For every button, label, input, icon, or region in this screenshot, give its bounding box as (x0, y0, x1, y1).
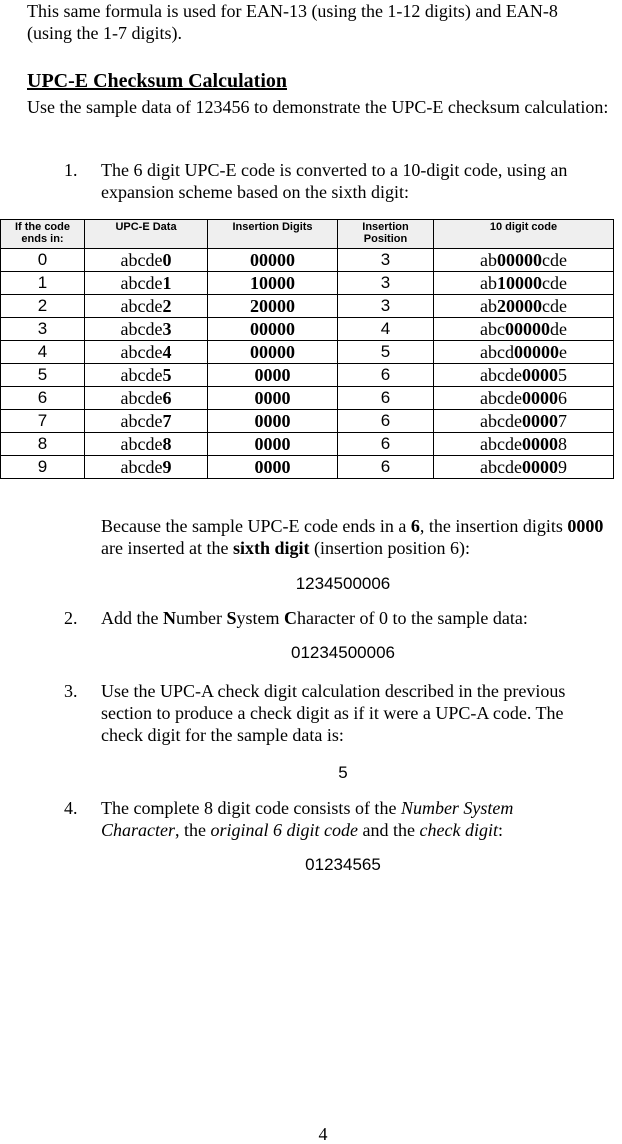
result-expanded-code: 1234500006 (295, 574, 391, 593)
cell-insertion-position: 6 (338, 387, 434, 410)
section-heading: UPC-E Checksum Calculation (27, 70, 288, 92)
cell-insertion-position: 6 (338, 433, 434, 456)
cell-insertion-position: 5 (338, 341, 434, 364)
cell-10-digit-code: ab00000cde (434, 249, 614, 272)
cell-insertion-digits: 10000 (208, 272, 338, 295)
cell-insertion-digits: 0000 (208, 456, 338, 479)
cell-insertion-position: 6 (338, 456, 434, 479)
cell-ends-in: 0 (1, 249, 85, 272)
header-10-digit-code: 10 digit code (434, 220, 614, 249)
table-header-row (1, 220, 614, 249)
expansion-table (0, 219, 614, 479)
cell-insertion-digits: 0000 (208, 364, 338, 387)
step-4-text: The complete 8 digit code consists of the Number System Character, the original 6 digit code and the check digit: (101, 798, 514, 840)
cell-insertion-position: 6 (338, 364, 434, 387)
header-ends-in: If the code ends in: (1, 220, 85, 249)
cell-10-digit-code: abc00000de (434, 318, 614, 341)
cell-insertion-digits: 20000 (208, 295, 338, 318)
table-row (1, 318, 614, 341)
cell-insertion-position: 3 (338, 295, 434, 318)
cell-insertion-position: 3 (338, 249, 434, 272)
header-insertion-position: Insertion Position (338, 220, 434, 249)
step-4-number: 4. (64, 798, 78, 818)
cell-upce-data: abcde6 (85, 387, 208, 410)
cell-10-digit-code: ab20000cde (434, 295, 614, 318)
table-row (1, 387, 614, 410)
page-number: 4 (318, 1124, 328, 1144)
cell-insertion-position: 3 (338, 272, 434, 295)
table-row (1, 364, 614, 387)
cell-ends-in: 1 (1, 272, 85, 295)
cell-upce-data: abcde1 (85, 272, 208, 295)
lead-paragraph: Use the sample data of 123456 to demonstrate the UPC-E checksum calculation: (27, 97, 609, 117)
table-row (1, 295, 614, 318)
cell-upce-data: abcde8 (85, 433, 208, 456)
cell-ends-in: 9 (1, 456, 85, 479)
cell-ends-in: 7 (1, 410, 85, 433)
table-row (1, 272, 614, 295)
cell-insertion-digits: 0000 (208, 410, 338, 433)
cell-upce-data: abcde0 (85, 249, 208, 272)
cell-upce-data: abcde2 (85, 295, 208, 318)
cell-ends-in: 2 (1, 295, 85, 318)
cell-ends-in: 4 (1, 341, 85, 364)
cell-insertion-digits: 0000 (208, 433, 338, 456)
table-row (1, 249, 614, 272)
cell-ends-in: 6 (1, 387, 85, 410)
header-insertion-digits: Insertion Digits (208, 220, 338, 249)
cell-insertion-position: 4 (338, 318, 434, 341)
table-row (1, 456, 614, 479)
result-with-nsc: 01234500006 (290, 643, 395, 662)
result-final-code: 01234565 (305, 855, 381, 874)
cell-10-digit-code: abcd00000e (434, 341, 614, 364)
step-3-text: Use the UPC-A check digit calculation described in the previous section to produce a check digit as if it were a UPC-A code. The check digit for the sample data is: (101, 681, 566, 745)
table-row (1, 410, 614, 433)
cell-upce-data: abcde3 (85, 318, 208, 341)
cell-10-digit-code: abcde00006 (434, 387, 614, 410)
intro-paragraph: This same formula is used for EAN-13 (using the 1-12 digits) and EAN-8 (using the 1-7 digits). (27, 1, 558, 43)
cell-10-digit-code: abcde00009 (434, 456, 614, 479)
cell-10-digit-code: abcde00008 (434, 433, 614, 456)
result-check-digit: 5 (338, 763, 348, 782)
cell-ends-in: 8 (1, 433, 85, 456)
cell-upce-data: abcde9 (85, 456, 208, 479)
cell-insertion-position: 6 (338, 410, 434, 433)
step-1-text: The 6 digit UPC-E code is converted to a 10-digit code, using an expansion scheme based on the sixth digit: (101, 160, 568, 202)
cell-upce-data: abcde7 (85, 410, 208, 433)
table-row (1, 433, 614, 456)
cell-insertion-digits: 0000 (208, 387, 338, 410)
cell-10-digit-code: abcde00005 (434, 364, 614, 387)
step-2-text: Add the Number System Character of 0 to the sample data: (101, 608, 528, 628)
cell-insertion-digits: 00000 (208, 341, 338, 364)
cell-10-digit-code: ab10000cde (434, 272, 614, 295)
table-row (1, 341, 614, 364)
header-upce-data: UPC-E Data (85, 220, 208, 249)
step-1-number: 1. (64, 160, 78, 180)
cell-10-digit-code: abcde00007 (434, 410, 614, 433)
cell-upce-data: abcde4 (85, 341, 208, 364)
cell-insertion-digits: 00000 (208, 249, 338, 272)
cell-ends-in: 3 (1, 318, 85, 341)
step-3-number: 3. (64, 681, 78, 701)
cell-ends-in: 5 (1, 364, 85, 387)
cell-insertion-digits: 00000 (208, 318, 338, 341)
cell-upce-data: abcde5 (85, 364, 208, 387)
because-paragraph: Because the sample UPC-E code ends in a 6, the insertion digits 0000 are inserted at the sixth digit (insertion position 6): (101, 516, 604, 558)
step-2-number: 2. (64, 608, 78, 628)
